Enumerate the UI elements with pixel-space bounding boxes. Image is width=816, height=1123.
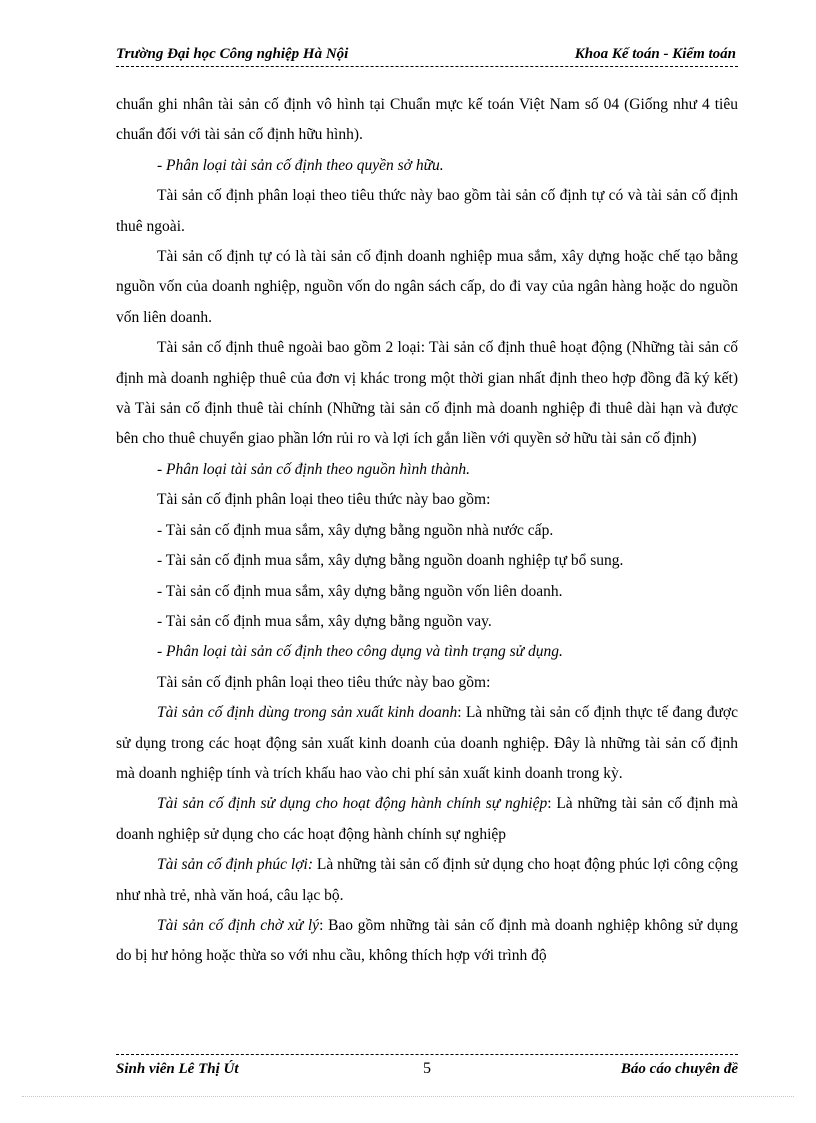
page-edge-dots	[22, 1096, 794, 1097]
footer-student: Sinh viên Lê Thị Út	[116, 1061, 239, 1077]
list-item: - Tài sản cố định mua sắm, xây dựng bằng nguồn doanh nghiệp tự bổ sung.	[157, 552, 624, 570]
usage-paragraph	[116, 850, 738, 911]
usage-term: Tài sản cố định phúc lợi:	[157, 856, 313, 874]
paragraph: Tài sản cố định phân loại theo tiêu thức này bao gồm tài sản cố định tự có và tài sản cố định thuê ngoài.	[116, 187, 738, 235]
usage-text: : Bao gồm những tài sản cố định mà doanh nghiệp không sử dụng do bị hư hỏng hoặc thừa so với nhu cầu, không thích hợp với trình độ	[116, 916, 738, 965]
usage-text: : Là những tài sản cố định thực tế đang được sử dụng trong các hoạt động sản xuất kinh doanh của doanh nghiệp. Đây là những tài sản cố định mà doanh nghiệp tính và trích khấu hao vào chi phí sản xuất kinh doanh trong kỳ.	[116, 704, 739, 782]
header-school: Trường Đại học Công nghiệp Hà Nội	[116, 46, 349, 62]
list-item: - Tài sản cố định mua sắm, xây dựng bằng nguồn vay.	[157, 612, 492, 630]
page-number: 5	[423, 1060, 431, 1077]
usage-paragraph	[116, 698, 738, 789]
usage-text: : Là những tài sản cố định mà doanh nghiệp sử dụng cho các hoạt động hành chính sự nghiệp	[116, 795, 738, 843]
paragraph: chuẩn ghi nhân tài sản cố định vô hình tại Chuẩn mực kế toán Việt Nam số 04 (Giống như 4 tiêu chuẩn đối với tài sản cố định hữu hình).	[116, 96, 738, 144]
header-faculty: Khoa Kế toán - Kiểm toán	[574, 46, 736, 62]
paragraph: Tài sản cố định phân loại theo tiêu thức này bao gồm:	[157, 491, 491, 509]
usage-term: Tài sản cố định dùng trong sản xuất kinh doanh	[157, 704, 458, 722]
usage-text: Là những tài sản cố định sử dụng cho hoạt động phúc lợi công cộng như nhà trẻ, nhà văn hoá, câu lạc bộ.	[116, 856, 738, 904]
section-heading-source: - Phân loại tài sản cố định theo nguồn hình thành.	[157, 460, 470, 478]
list-item: - Tài sản cố định mua sắm, xây dựng bằng nguồn nhà nước cấp.	[157, 521, 554, 539]
page-body	[116, 90, 738, 972]
footer-divider	[116, 1054, 738, 1055]
header-divider	[116, 66, 738, 67]
section-heading-ownership: - Phân loại tài sản cố định theo quyền sở hữu.	[157, 156, 444, 174]
paragraph: Tài sản cố định tự có là tài sản cố định doanh nghiệp mua sắm, xây dựng hoặc chế tạo bằng nguồn vốn của doanh nghiệp, nguồn vốn do ngân sách cấp, do đi vay của ngân hàng hoặc do nguồn vốn liên doanh.	[116, 248, 738, 326]
page-header	[116, 44, 736, 64]
usage-paragraph	[116, 911, 738, 972]
usage-paragraph	[116, 789, 738, 850]
list-item: - Tài sản cố định mua sắm, xây dựng bằng nguồn vốn liên doanh.	[157, 582, 563, 600]
usage-term: Tài sản cố định sử dụng cho hoạt động hành chính sự nghiệp	[157, 795, 548, 813]
paragraph: Tài sản cố định thuê ngoài bao gồm 2 loại: Tài sản cố định thuê hoạt động (Những tài sản cố định mà doanh nghiệp thuê của đơn vị khác trong một thời gian nhất định theo hợp đồng đã ký kết) và Tài sản cố định thuê tài chính (Những tài sản cố định mà doanh nghiệp đi thuê dài hạn và được bên cho thuê chuyển giao phần lớn rủi ro và lợi ích gắn liền với quyền sở hữu tài sản cố định)	[116, 339, 738, 448]
usage-term: Tài sản cố định chờ xử lý	[157, 916, 320, 934]
footer-report-title: Báo cáo chuyên đề	[620, 1061, 738, 1077]
page-footer	[116, 1058, 738, 1082]
section-heading-usage: - Phân loại tài sản cố định theo công dụng và tình trạng sử dụng.	[157, 643, 563, 661]
paragraph: Tài sản cố định phân loại theo tiêu thức này bao gồm:	[157, 673, 491, 691]
